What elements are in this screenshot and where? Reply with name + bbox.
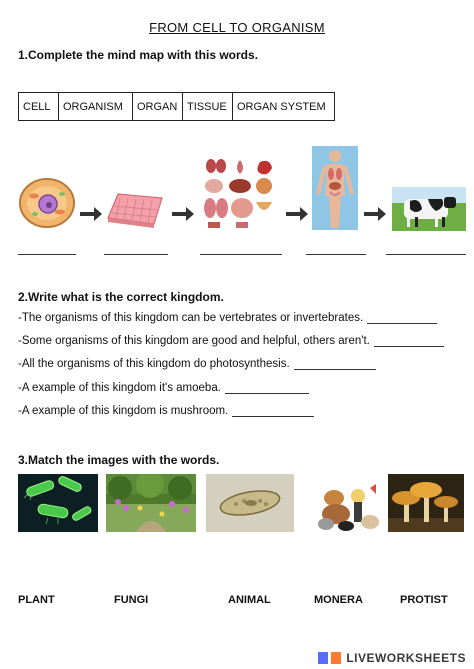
answer-blank[interactable] xyxy=(200,254,282,255)
word-bank-item: ORGANISM xyxy=(59,93,133,120)
section3-heading: 3.Match the images with the words. xyxy=(18,453,220,467)
word-bank-item: CELL xyxy=(19,93,59,120)
answer-blank[interactable] xyxy=(104,254,168,255)
cell-image xyxy=(18,174,76,232)
question-text: -The organisms of this kingdom can be vertebrates or invertebrates. xyxy=(18,312,364,324)
brand-text: LIVEWORKSHEETS xyxy=(346,651,466,665)
animals-image[interactable] xyxy=(314,478,382,532)
kingdom-question xyxy=(18,358,376,370)
paramecium-image[interactable] xyxy=(206,474,294,532)
liveworksheets-logo-icon xyxy=(331,652,341,664)
answer-blank[interactable] xyxy=(225,384,309,394)
question-text: -A example of this kingdom it's amoeba. xyxy=(18,382,221,394)
answer-blank[interactable] xyxy=(306,254,366,255)
mushrooms-image[interactable] xyxy=(388,474,464,532)
section2-heading: 2.Write what is the correct kingdom. xyxy=(18,290,224,304)
arrow-right-icon xyxy=(172,207,194,221)
answer-blank[interactable] xyxy=(374,337,444,347)
organs-image xyxy=(200,156,280,232)
kingdom-question xyxy=(18,405,314,417)
organ-system-image xyxy=(312,146,358,230)
answer-blank[interactable] xyxy=(294,360,376,370)
answer-blank[interactable] xyxy=(386,254,466,255)
answer-blank[interactable] xyxy=(232,407,314,417)
question-text: -Some organisms of this kingdom are good and helpful, others aren't. xyxy=(18,335,370,347)
kingdom-question xyxy=(18,382,309,394)
plants-image[interactable] xyxy=(106,474,196,532)
arrow-right-icon xyxy=(286,207,308,221)
arrow-right-icon xyxy=(80,207,102,221)
liveworksheets-logo-icon xyxy=(318,652,328,664)
match-word-fungi[interactable]: FUNGI xyxy=(114,594,149,606)
arrow-right-icon xyxy=(364,207,386,221)
question-text: -All the organisms of this kingdom do photosynthesis. xyxy=(18,358,290,370)
answer-blank[interactable] xyxy=(367,314,437,324)
match-word-plant[interactable]: PLANT xyxy=(18,594,55,606)
match-word-monera[interactable]: MONERA xyxy=(314,594,363,606)
kingdom-question xyxy=(18,312,437,324)
kingdom-question xyxy=(18,335,444,347)
tissue-image xyxy=(104,188,166,230)
word-bank-item: TISSUE xyxy=(183,93,233,120)
word-bank-item: ORGAN SYSTEM xyxy=(237,100,326,113)
bacteria-image[interactable] xyxy=(18,474,98,532)
match-word-protist[interactable]: PROTIST xyxy=(400,594,448,606)
word-bank-item: ORGAN xyxy=(133,93,183,120)
question-text: -A example of this kingdom is mushroom. xyxy=(18,405,229,417)
section1-heading: 1.Complete the mind map with this words. xyxy=(18,48,259,62)
footer-brand xyxy=(318,651,466,665)
answer-blank[interactable] xyxy=(18,254,76,255)
page-title: FROM CELL TO ORGANISM xyxy=(149,20,325,35)
match-word-animal[interactable]: ANIMAL xyxy=(228,594,271,606)
cow-image xyxy=(392,187,466,231)
word-bank xyxy=(18,92,335,121)
